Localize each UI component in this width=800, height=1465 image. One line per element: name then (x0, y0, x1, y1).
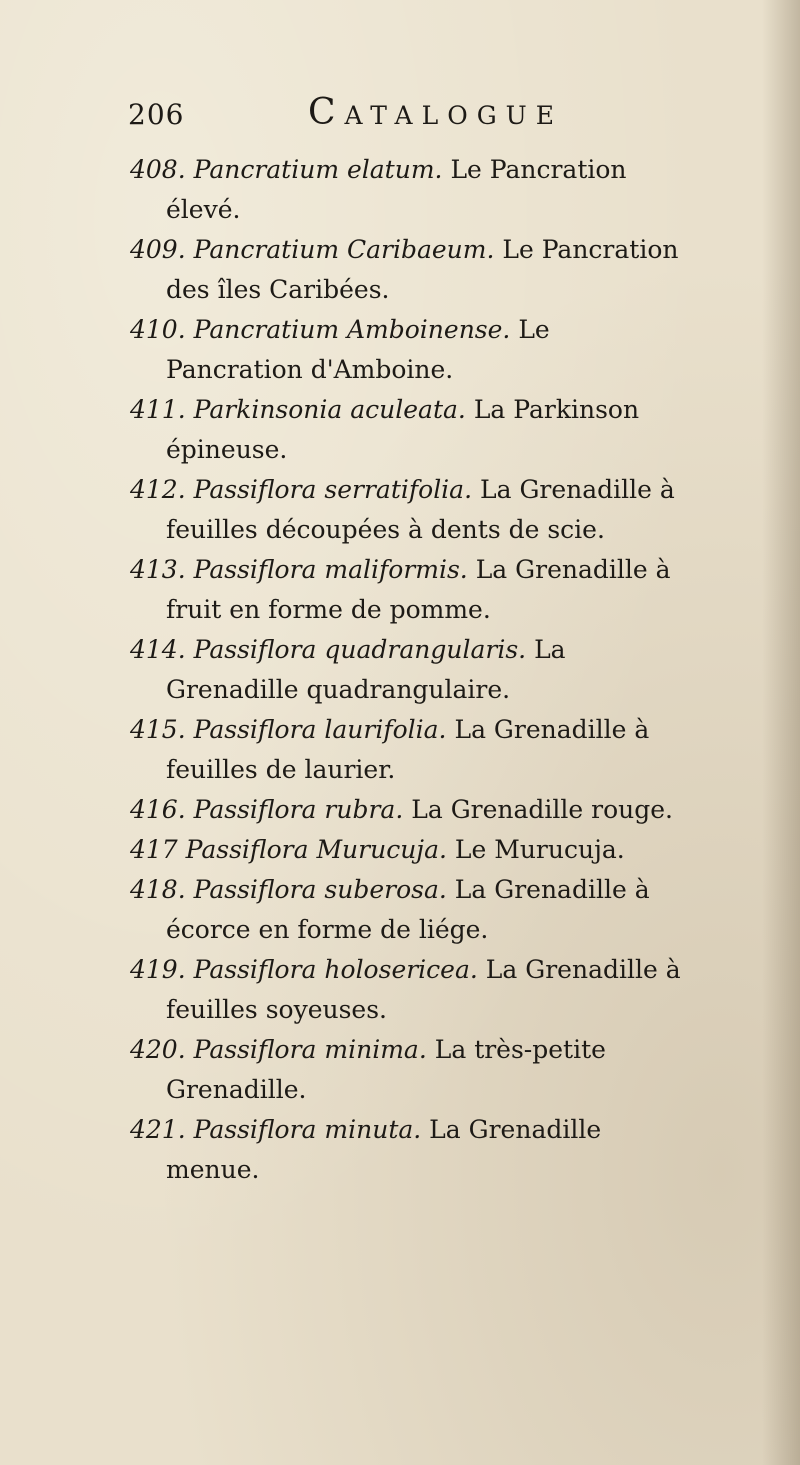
entry-number: 410. (130, 315, 186, 344)
entry-number: 408. (130, 155, 186, 184)
entry-number: 413. (130, 555, 186, 584)
page-edge-shadow (762, 0, 800, 1465)
entry-number: 417 (130, 835, 178, 864)
entry-number: 415. (130, 715, 186, 744)
catalogue-entry (130, 1030, 690, 1110)
catalogue-entry (130, 150, 690, 230)
entry-latin-name: Passiflora minuta. (193, 1115, 422, 1144)
entry-french-name: La Grenadille à feuilles soyeuses. (166, 955, 681, 1024)
catalogue-entry (130, 390, 690, 470)
entry-french-name: La très-petite Grenadille. (166, 1035, 606, 1104)
catalogue-entries (130, 150, 690, 1190)
catalogue-entry (130, 710, 690, 790)
entry-number: 411. (130, 395, 186, 424)
entry-french-name: La Grenadille menue. (166, 1115, 602, 1184)
entry-latin-name: Passiflora laurifolia. (193, 715, 447, 744)
entry-number: 414. (130, 635, 186, 664)
entry-latin-name: Passiflora rubra. (193, 795, 404, 824)
entry-latin-name: Passiflora Murucuja. (185, 835, 447, 864)
entry-french-name: La Grenadille à fruit en forme de pomme. (166, 555, 671, 624)
entry-latin-name: Passiflora serratifolia. (193, 475, 473, 504)
catalogue-entry (130, 790, 690, 830)
catalogue-entry (130, 470, 690, 550)
entry-latin-name: Pancratium Caribaeum. (193, 235, 495, 264)
entry-french-name: Le Pancration des îles Caribées. (166, 235, 679, 304)
catalogue-entry (130, 950, 690, 1030)
catalogue-entry (130, 230, 690, 310)
entry-latin-name: Passiflora maliformis. (193, 555, 468, 584)
entry-french-name: La Grenadille à écorce en forme de liége. (166, 875, 650, 944)
entry-french-name: La Grenadille à feuilles découpées à dents de scie. (166, 475, 675, 544)
entry-french-name: Le Murucuja. (454, 835, 625, 864)
entry-latin-name: Pancratium Amboinense. (193, 315, 511, 344)
entry-french-name: La Grenadille à feuilles de laurier. (166, 715, 650, 784)
catalogue-entry (130, 630, 690, 710)
catalogue-entry (130, 1110, 690, 1190)
entry-number: 421. (130, 1115, 186, 1144)
catalogue-entry (130, 550, 690, 630)
catalogue-entry (130, 870, 690, 950)
entry-latin-name: Parkinsonia aculeata. (193, 395, 466, 424)
entry-latin-name: Passiflora suberosa. (193, 875, 447, 904)
entry-latin-name: Pancratium elatum. (193, 155, 443, 184)
entry-number: 419. (130, 955, 186, 984)
entry-latin-name: Passiflora holosericea. (193, 955, 478, 984)
entry-french-name: La Grenadille rouge. (411, 795, 673, 824)
entry-number: 418. (130, 875, 186, 904)
entry-number: 409. (130, 235, 186, 264)
entry-french-name: Le Pancration d'Amboine. (166, 315, 550, 384)
entry-french-name: Le Pancration élevé. (166, 155, 627, 224)
running-title: Catalogue (308, 92, 563, 133)
entry-number: 412. (130, 475, 186, 504)
entry-number: 416. (130, 795, 186, 824)
entry-latin-name: Passiflora quadrangularis. (193, 635, 527, 664)
page-header (128, 92, 688, 140)
catalogue-entry (130, 310, 690, 390)
entry-french-name: La Grenadille quadrangulaire. (166, 635, 566, 704)
entry-latin-name: Passiflora minima. (193, 1035, 427, 1064)
entry-number: 420. (130, 1035, 186, 1064)
page-number: 206 (128, 98, 185, 131)
entry-french-name: La Parkinson épineuse. (166, 395, 640, 464)
catalogue-entry (130, 830, 690, 870)
